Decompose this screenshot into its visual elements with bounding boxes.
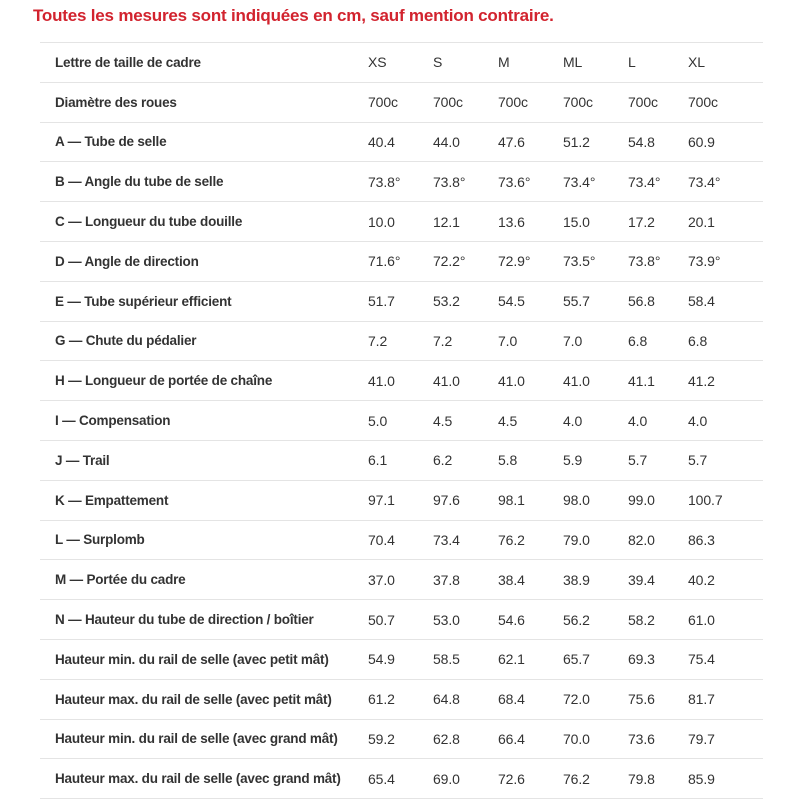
cell-value: 56.8: [628, 293, 655, 310]
row-label: M — Portée du cadre: [55, 572, 186, 588]
cell-value: 38.4: [498, 571, 525, 588]
cell-value: 79.8: [628, 770, 655, 787]
cell-value: 54.9: [368, 651, 395, 668]
cell-value: 7.2: [433, 332, 453, 349]
row-label: L — Surplomb: [55, 532, 145, 548]
cell-value: 20.1: [688, 213, 715, 230]
cell-value: 6.2: [433, 452, 453, 469]
cell-value: 65.7: [563, 651, 590, 668]
cell-value: 62.1: [498, 651, 525, 668]
cell-value: 59.2: [368, 730, 395, 747]
cell-value: 5.9: [563, 452, 583, 469]
cell-value: 4.0: [688, 412, 708, 429]
cell-value: 5.0: [368, 412, 388, 429]
cell-value: 41.1: [628, 372, 655, 389]
geometry-table-body: [40, 82, 763, 798]
cell-value: 700c: [433, 94, 463, 111]
cell-value: 54.5: [498, 293, 525, 310]
cell-value: 15.0: [563, 213, 590, 230]
cell-value: 10.0: [368, 213, 395, 230]
cell-value: 65.4: [368, 770, 395, 787]
cell-value: 7.0: [498, 332, 518, 349]
cell-value: 6.8: [628, 332, 648, 349]
row-label: E — Tube supérieur efficient: [55, 293, 232, 309]
header-label: Lettre de taille de cadre: [55, 54, 201, 70]
row-label: B — Angle du tube de selle: [55, 174, 224, 190]
cell-value: 70.4: [368, 531, 395, 548]
cell-value: 700c: [498, 94, 528, 111]
table-row: [40, 639, 763, 679]
cell-value: 6.1: [368, 452, 388, 469]
table-row: [40, 560, 763, 600]
header-size-ml: ML: [563, 54, 583, 71]
table-row: [40, 281, 763, 321]
cell-value: 13.6: [498, 213, 525, 230]
cell-value: 58.5: [433, 651, 460, 668]
table-row: [40, 241, 763, 281]
table-header-row: [40, 43, 763, 83]
cell-value: 12.1: [433, 213, 460, 230]
cell-value: 99.0: [628, 492, 655, 509]
cell-value: 68.4: [498, 691, 525, 708]
cell-value: 40.4: [368, 133, 395, 150]
cell-value: 37.8: [433, 571, 460, 588]
cell-value: 97.6: [433, 492, 460, 509]
cell-value: 5.8: [498, 452, 518, 469]
cell-value: 73.9°: [688, 253, 721, 270]
cell-value: 73.4: [433, 531, 460, 548]
cell-value: 64.8: [433, 691, 460, 708]
header-size-s: S: [433, 54, 443, 71]
cell-value: 72.9°: [498, 253, 531, 270]
cell-value: 54.8: [628, 133, 655, 150]
page-title: Toutes les mesures sont indiquées en cm, sauf mention contraire.: [33, 6, 554, 25]
header-size-xs: XS: [368, 54, 387, 71]
cell-value: 75.4: [688, 651, 715, 668]
cell-value: 85.9: [688, 770, 715, 787]
cell-value: 39.4: [628, 571, 655, 588]
cell-value: 97.1: [368, 492, 395, 509]
cell-value: 700c: [368, 94, 398, 111]
cell-value: 47.6: [498, 133, 525, 150]
cell-value: 4.0: [563, 412, 583, 429]
cell-value: 53.0: [433, 611, 460, 628]
cell-value: 41.0: [433, 372, 460, 389]
cell-value: 72.2°: [433, 253, 466, 270]
geometry-table: [40, 42, 763, 799]
cell-value: 70.0: [563, 730, 590, 747]
cell-value: 73.8°: [628, 253, 661, 270]
row-label: C — Longueur du tube douille: [55, 214, 243, 230]
cell-value: 61.2: [368, 691, 395, 708]
cell-value: 73.6: [628, 730, 655, 747]
header-size-l: L: [628, 54, 636, 71]
cell-value: 73.6°: [498, 173, 531, 190]
cell-value: 82.0: [628, 531, 655, 548]
cell-value: 41.2: [688, 372, 715, 389]
cell-value: 71.6°: [368, 253, 401, 270]
header-size-xl: XL: [688, 54, 705, 71]
cell-value: 17.2: [628, 213, 655, 230]
cell-value: 700c: [628, 94, 658, 111]
cell-value: 5.7: [688, 452, 708, 469]
row-label: G — Chute du pédalier: [55, 333, 197, 349]
cell-value: 4.5: [498, 412, 518, 429]
cell-value: 75.6: [628, 691, 655, 708]
table-row: [40, 162, 763, 202]
row-label: Hauteur max. du rail de selle (avec grand mât): [55, 771, 341, 787]
cell-value: 700c: [688, 94, 718, 111]
cell-value: 73.8°: [368, 173, 401, 190]
cell-value: 73.4°: [628, 173, 661, 190]
cell-value: 5.7: [628, 452, 648, 469]
table-row: [40, 202, 763, 242]
table-row: [40, 82, 763, 122]
cell-value: 72.0: [563, 691, 590, 708]
row-label: Hauteur min. du rail de selle (avec petit mât): [55, 651, 329, 667]
cell-value: 41.0: [563, 372, 590, 389]
table-row: [40, 122, 763, 162]
cell-value: 61.0: [688, 611, 715, 628]
table-row: [40, 600, 763, 640]
table-row: [40, 401, 763, 441]
cell-value: 41.0: [368, 372, 395, 389]
cell-value: 76.2: [563, 770, 590, 787]
cell-value: 66.4: [498, 730, 525, 747]
cell-value: 7.2: [368, 332, 388, 349]
cell-value: 55.7: [563, 293, 590, 310]
table-row: [40, 719, 763, 759]
cell-value: 60.9: [688, 133, 715, 150]
cell-value: 73.4°: [688, 173, 721, 190]
cell-value: 44.0: [433, 133, 460, 150]
cell-value: 40.2: [688, 571, 715, 588]
row-label: I — Compensation: [55, 413, 171, 429]
row-label: Diamètre des roues: [55, 94, 177, 110]
cell-value: 51.2: [563, 133, 590, 150]
cell-value: 54.6: [498, 611, 525, 628]
cell-value: 58.2: [628, 611, 655, 628]
cell-value: 62.8: [433, 730, 460, 747]
row-label: H — Longueur de portée de chaîne: [55, 373, 273, 389]
cell-value: 69.0: [433, 770, 460, 787]
cell-value: 700c: [563, 94, 593, 111]
cell-value: 51.7: [368, 293, 395, 310]
cell-value: 79.0: [563, 531, 590, 548]
cell-value: 72.6: [498, 770, 525, 787]
cell-value: 79.7: [688, 730, 715, 747]
row-label: J — Trail: [55, 452, 110, 468]
table-row: [40, 520, 763, 560]
table-row: [40, 361, 763, 401]
table-row: [40, 440, 763, 480]
row-label: K — Empattement: [55, 492, 169, 508]
cell-value: 37.0: [368, 571, 395, 588]
cell-value: 76.2: [498, 531, 525, 548]
header-size-m: M: [498, 54, 510, 71]
row-label: N — Hauteur du tube de direction / boîtier: [55, 612, 314, 628]
cell-value: 4.0: [628, 412, 648, 429]
cell-value: 7.0: [563, 332, 583, 349]
cell-value: 41.0: [498, 372, 525, 389]
table-row: [40, 480, 763, 520]
table-row: [40, 679, 763, 719]
cell-value: 6.8: [688, 332, 708, 349]
cell-value: 98.0: [563, 492, 590, 509]
cell-value: 86.3: [688, 531, 715, 548]
row-label: Hauteur min. du rail de selle (avec grand mât): [55, 731, 338, 747]
table-row: [40, 321, 763, 361]
cell-value: 58.4: [688, 293, 715, 310]
cell-value: 53.2: [433, 293, 460, 310]
cell-value: 81.7: [688, 691, 715, 708]
row-label: A — Tube de selle: [55, 134, 167, 150]
cell-value: 56.2: [563, 611, 590, 628]
table-row: [40, 759, 763, 799]
cell-value: 69.3: [628, 651, 655, 668]
cell-value: 4.5: [433, 412, 453, 429]
cell-value: 38.9: [563, 571, 590, 588]
row-label: Hauteur max. du rail de selle (avec petit mât): [55, 691, 332, 707]
cell-value: 73.4°: [563, 173, 596, 190]
cell-value: 73.8°: [433, 173, 466, 190]
cell-value: 50.7: [368, 611, 395, 628]
cell-value: 73.5°: [563, 253, 596, 270]
cell-value: 98.1: [498, 492, 525, 509]
row-label: D — Angle de direction: [55, 253, 199, 269]
cell-value: 100.7: [688, 492, 723, 509]
